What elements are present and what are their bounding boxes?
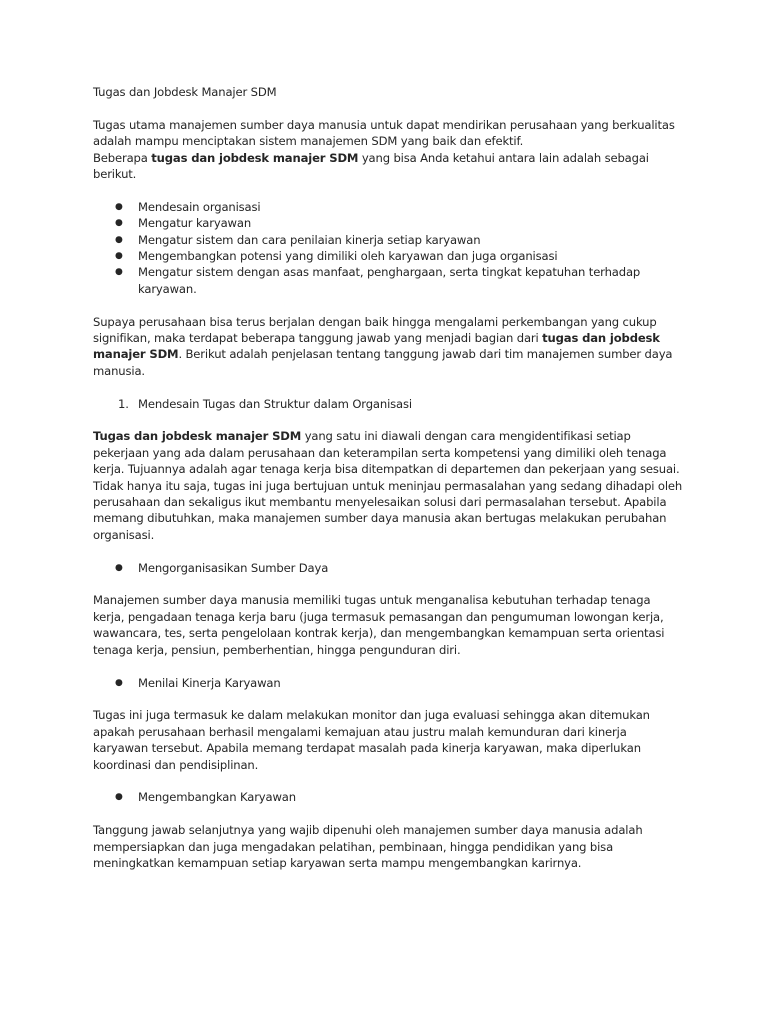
intro-bold-text: tugas dan jobdesk manajer SDM	[151, 150, 359, 165]
section-2-paragraph: Manajemen sumber daya manusia memiliki tugas untuk menganalisa kebutuhan terhadap tenaga kerja, pengadaan tenaga kerja baru (juga termasuk pemasangan dan pengumuman lowongan kerja, wawancara, tes, serta pengelolaan kontrak kerja), dan mengembangkan kemampuan serta orientasi tenaga kerja, pensiun, pemberhentian, hingga pengunduran diri.	[93, 593, 665, 657]
bullet-icon: ●	[115, 562, 123, 573]
section-1-bold-text: Tugas dan jobdesk manajer SDM	[93, 429, 302, 444]
section-1-heading	[93, 396, 683, 412]
list-item-text: Mendesain organisasi	[138, 199, 261, 214]
bullet-icon: ●	[115, 267, 123, 278]
paragraph-responsibilities	[93, 314, 683, 380]
paragraph-text: Supaya perusahaan bisa terus berjalan dengan baik hingga mengalami perkembangan yang cukup signifikan, maka terdapat beberapa tanggung jawab yang menjadi bagian dari	[93, 314, 657, 346]
section-number: 1.	[118, 396, 129, 411]
section-heading-text: Mengorganisasikan Sumber Daya	[138, 560, 329, 575]
list-item-text: Mengembangkan potensi yang dimiliki oleh karyawan dan juga organisasi	[138, 249, 558, 264]
list-item-text: Mengatur sistem dan cara penilaian kinerja setiap karyawan	[138, 232, 481, 247]
bullet-icon: ●	[115, 792, 123, 803]
document-page	[93, 84, 683, 871]
intro-text-rest: yang bisa Anda ketahui antara lain adalah sebagai berikut.	[93, 150, 649, 182]
task-list	[93, 199, 683, 297]
section-3-paragraph: Tugas ini juga termasuk ke dalam melakukan monitor dan juga evaluasi sehingga akan ditemukan apakah perusahaan berhasil mengalami kemajuan atau justru malah kemunduran dari kinerja karyawan tersebut. Apabila memang terdapat masalah pada kinerja karyawan, maka diperlukan koordinasi dan pendisiplinan.	[93, 708, 650, 772]
intro-paragraph-2	[93, 150, 683, 183]
document-title: Tugas dan Jobdesk Manajer SDM	[93, 85, 277, 99]
intro-text: Beberapa	[93, 150, 152, 165]
list-item	[93, 215, 683, 231]
bullet-icon: ●	[115, 234, 123, 245]
section-4-heading	[93, 789, 683, 805]
section-1-paragraph	[93, 428, 683, 543]
section-heading-text: Menilai Kinerja Karyawan	[138, 675, 281, 690]
list-item-text: Mengatur karyawan	[138, 216, 252, 231]
bullet-icon: ●	[115, 677, 123, 688]
bullet-icon: ●	[115, 201, 123, 212]
section-heading-text: Mendesain Tugas dan Struktur dalam Organisasi	[138, 396, 412, 411]
section-2-heading	[93, 560, 683, 576]
paragraph-bold-text: tugas dan jobdesk manajer SDM	[93, 331, 660, 362]
list-item	[93, 248, 683, 264]
list-item	[93, 264, 683, 297]
list-item	[93, 232, 683, 248]
paragraph-text-rest: . Berikut adalah penjelasan tentang tanggung jawab dari tim manajemen sumber daya manusia.	[93, 347, 673, 378]
section-3-heading	[93, 675, 683, 691]
bullet-icon: ●	[115, 218, 123, 229]
intro-paragraph-1: Tugas utama manajemen sumber daya manusia untuk dapat mendirikan perusahaan yang berkualitas adalah mampu menciptakan sistem manajemen SDM yang baik dan efektif.	[93, 117, 675, 149]
section-4-paragraph: Tanggung jawab selanjutnya yang wajib dipenuhi oleh manajemen sumber daya manusia adalah mempersiapkan dan juga mengadakan pelatihan, pembinaan, hingga pendidikan yang bisa meningkatkan kemampuan setiap karyawan serta mampu mengembangkan karirnya.	[93, 823, 643, 870]
section-heading-text: Mengembangkan Karyawan	[138, 790, 296, 805]
list-item	[93, 199, 683, 215]
bullet-icon: ●	[115, 251, 123, 262]
list-item-text: Mengatur sistem dengan asas manfaat, penghargaan, serta tingkat kepatuhan terhadap karyawan.	[138, 265, 641, 296]
section-1-text: yang satu ini diawali dengan cara mengidentifikasi setiap pekerjaan yang ada dalam perusahaan dan keterampilan serta kompetensi yang dimiliki oleh tenaga kerja. Tujuannya adalah agar tenaga kerja bisa ditempatkan di departemen dan pekerjaan yang sesuai. Tidak hanya itu saja, tugas ini juga bertujuan untuk meninjau permasalahan yang sedang dihadapi oleh perusahaan dan sekaligus ikut membantu menyelesaikan solusi dari permasalahan tersebut. Apabila memang dibutuhkan, maka manajemen sumber daya manusia akan bertugas melakukan perubahan organisasi.	[93, 429, 683, 542]
